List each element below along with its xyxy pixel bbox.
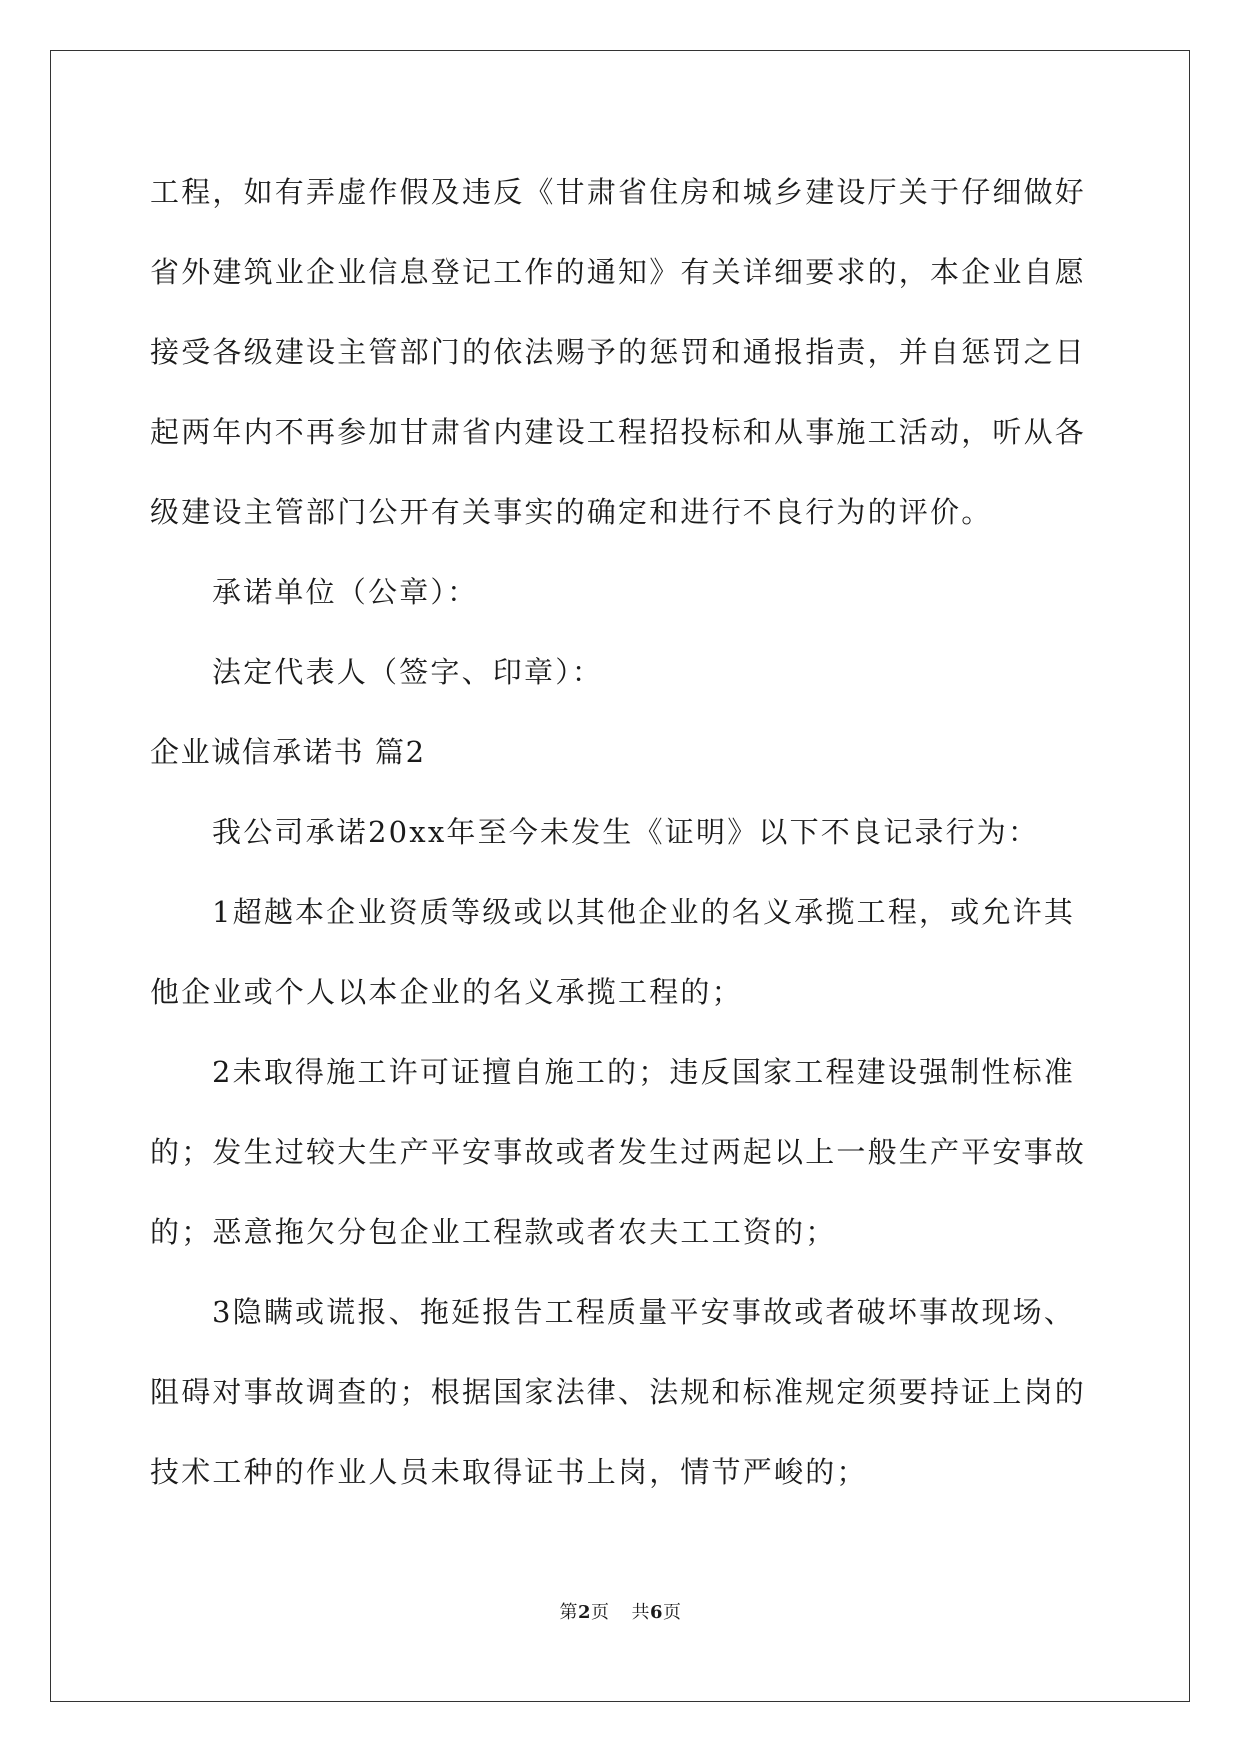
- signature-unit-line: 承诺单位（公章）：: [212, 575, 479, 609]
- total-suffix: 页: [663, 1602, 682, 1623]
- section-heading: 企业诚信承诺书 篇2: [150, 735, 426, 769]
- text-line: 省外建筑业企业信息登记工作的通知》有关详细要求的，本企业自愿: [150, 255, 1087, 289]
- text-line: 的；发生过较大生产平安事故或者发生过两起以上一般生产平安事故: [150, 1135, 1087, 1169]
- text-line: 技术工种的作业人员未取得证书上岗，情节严峻的；: [150, 1455, 868, 1489]
- text-line: 级建设主管部门公开有关事实的确定和进行不良行为的评价。: [150, 495, 993, 529]
- text-line: 他企业或个人以本企业的名义承揽工程的；: [150, 975, 743, 1009]
- document-body: [150, 152, 1090, 1512]
- text-line: 起两年内不再参加甘肃省内建设工程招投标和从事施工活动，听从各: [150, 415, 1087, 449]
- list-item-3: 3隐瞒或谎报、拖延报告工程质量平安事故或者破坏事故现场、: [212, 1295, 1076, 1329]
- page-prefix: 第: [559, 1602, 578, 1623]
- page-footer: [0, 1598, 1241, 1624]
- text-line: 我公司承诺20xx年至今未发生《证明》以下不良记录行为：: [212, 815, 1040, 849]
- page-number: 2: [577, 1602, 591, 1623]
- page-suffix: 页: [591, 1602, 610, 1623]
- text-line: 的；恶意拖欠分包企业工程款或者农夫工工资的；: [150, 1215, 837, 1249]
- total-pages: 6: [650, 1602, 664, 1623]
- total-prefix: 共: [631, 1602, 650, 1623]
- text-line: 阻碍对事故调查的；根据国家法律、法规和标准规定须要持证上岗的: [150, 1375, 1087, 1409]
- list-item-1: 1超越本企业资质等级或以其他企业的名义承揽工程，或允许其: [212, 895, 1076, 929]
- list-item-2: 2未取得施工许可证擅自施工的；违反国家工程建设强制性标准: [212, 1055, 1076, 1089]
- text-line: 工程，如有弄虚作假及违反《甘肃省住房和城乡建设厅关于仔细做好: [150, 175, 1087, 209]
- text-line: 接受各级建设主管部门的依法赐予的惩罚和通报指责，并自惩罚之日: [150, 335, 1087, 369]
- legal-representative-line: 法定代表人（签字、印章）：: [212, 655, 604, 689]
